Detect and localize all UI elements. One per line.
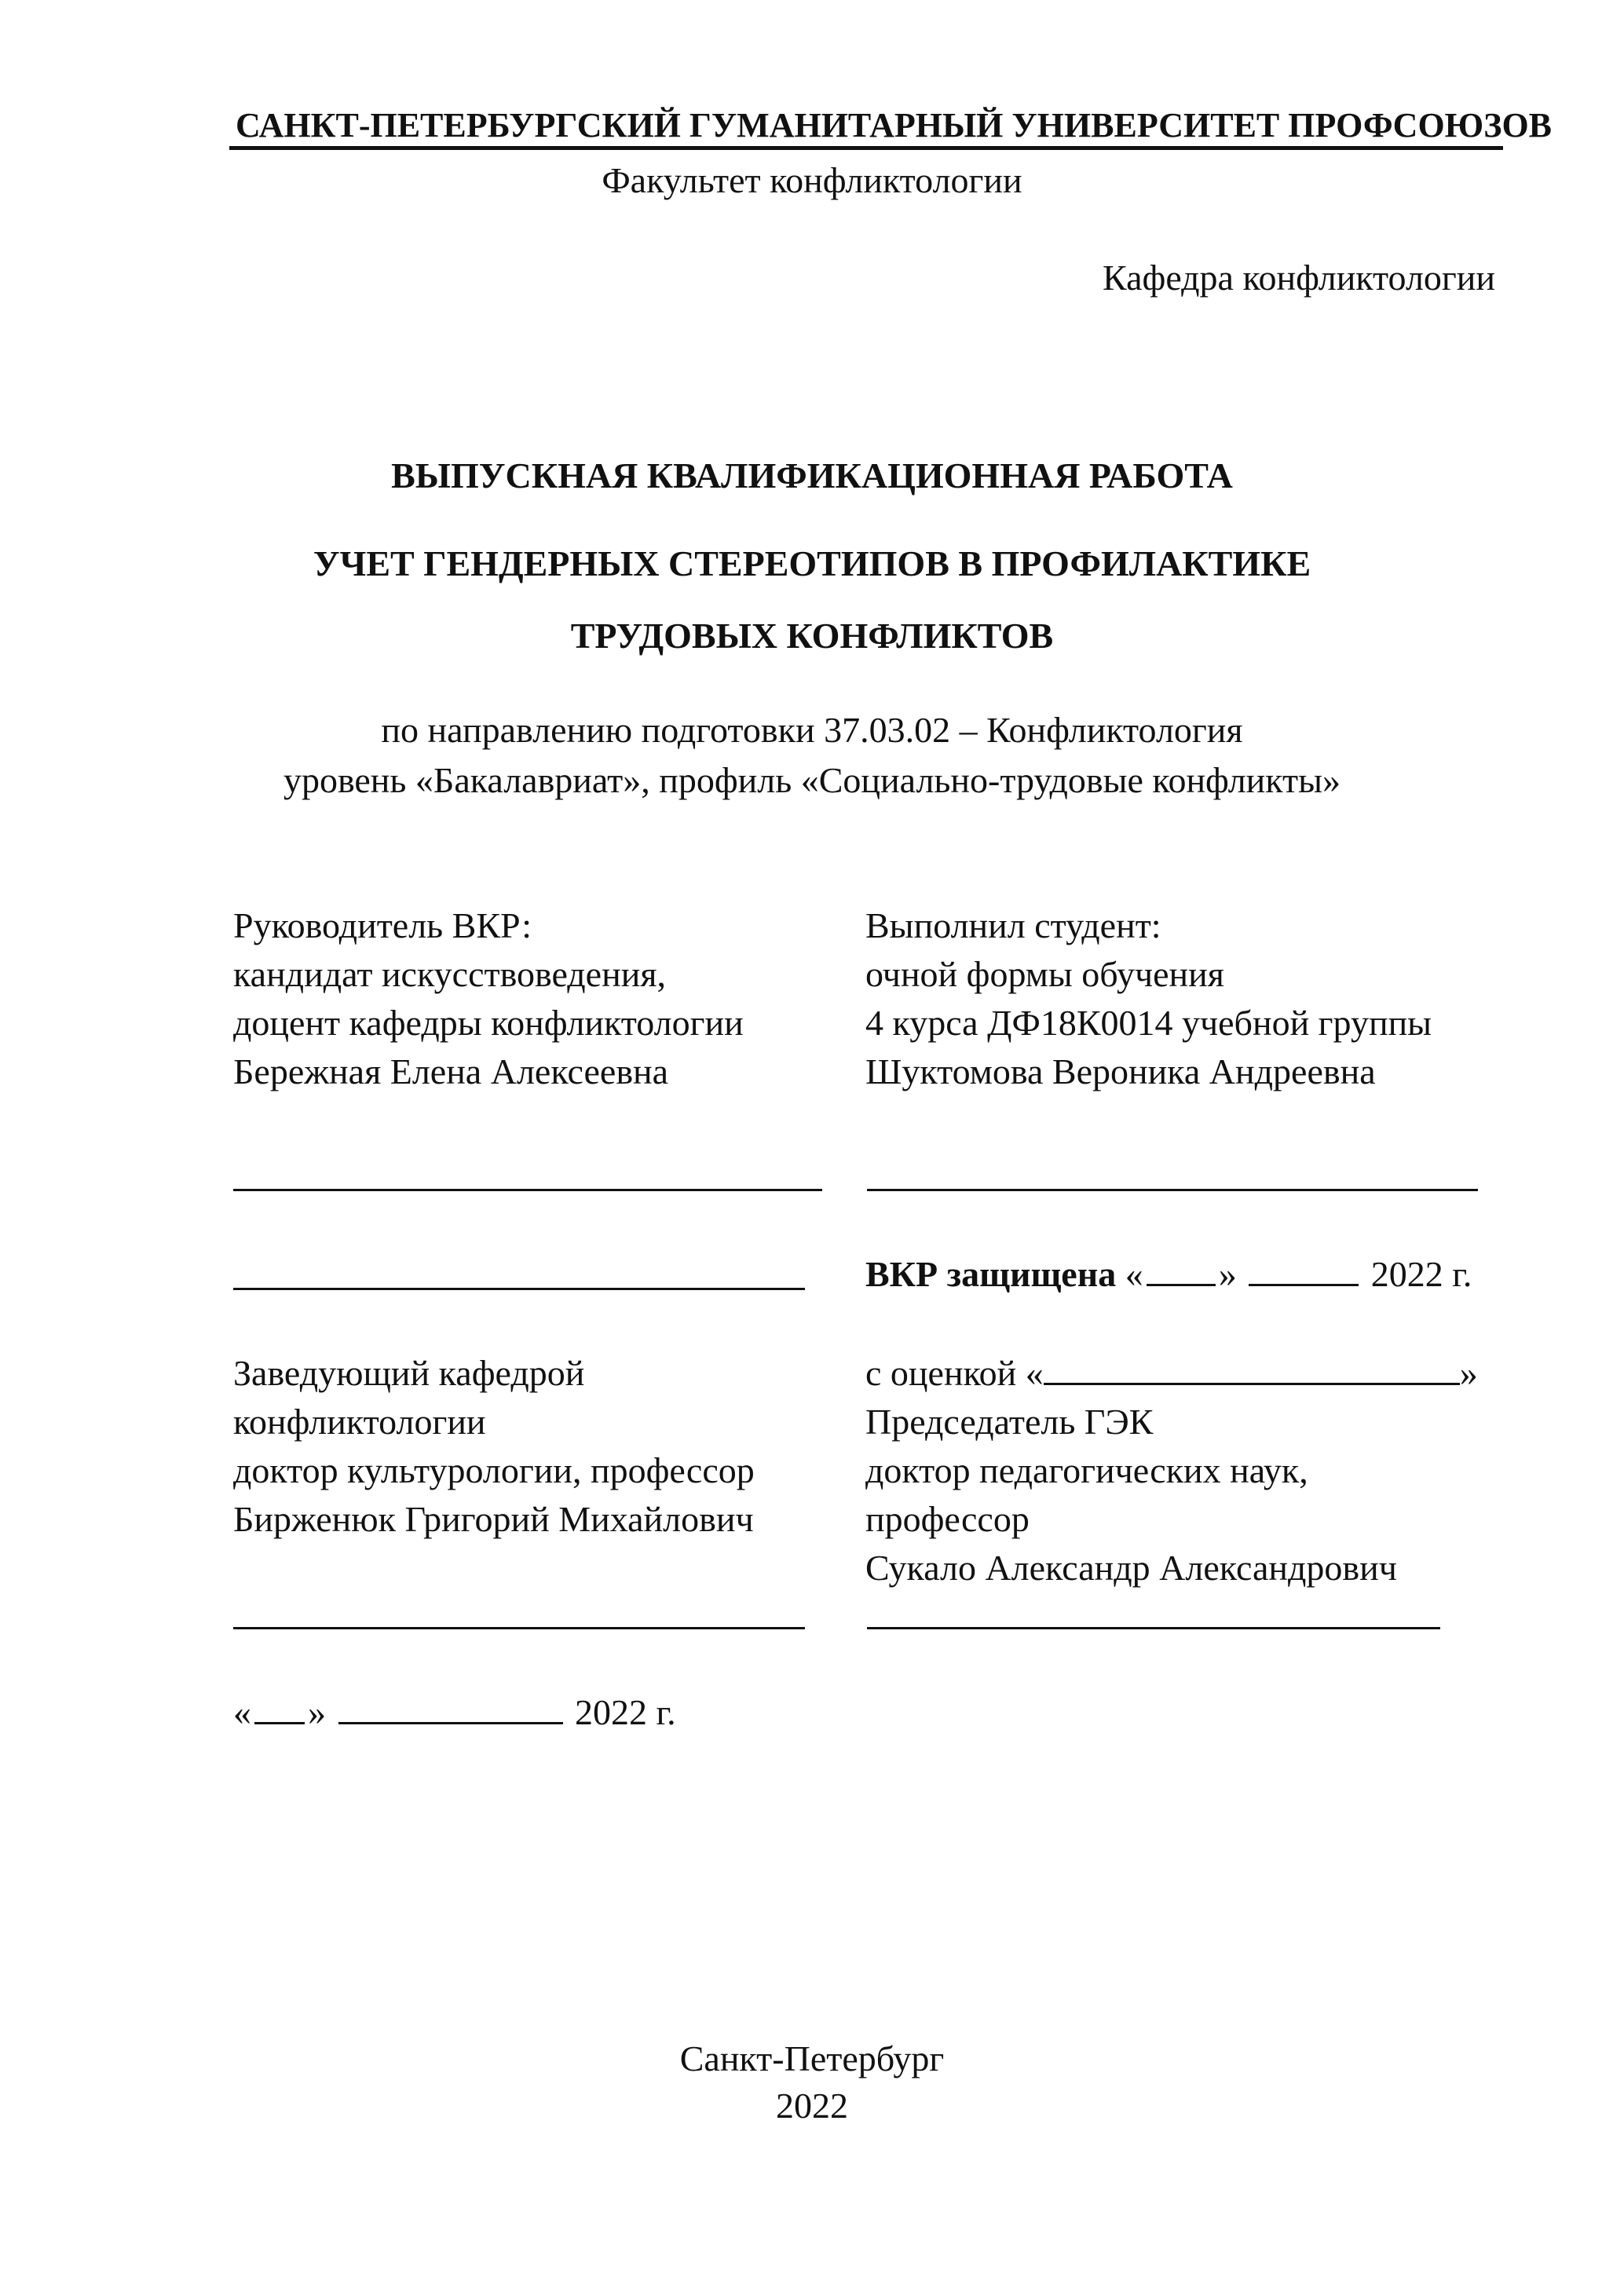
faculty-name: Факультет конфликтологии [602,160,1022,200]
university-underline [229,146,1503,150]
date-year: 2022 г. [575,1692,676,1732]
topic-title-line-2: ТРУДОВЫХ КОНФЛИКТОВ [570,616,1054,656]
head-date-row [233,1688,676,1737]
chairman-title: профессор [865,1499,1030,1539]
defense-day-blank[interactable] [1147,1284,1216,1286]
date-month-blank[interactable] [338,1722,563,1724]
department-name: Кафедра конфликтологии [1103,258,1495,298]
work-type-title: ВЫПУСКНАЯ КВАЛИФИКАЦИОННАЯ РАБОТА [391,455,1233,495]
defense-open-quote: « [1125,1254,1143,1294]
supervisor-label: Руководитель ВКР: [233,905,532,945]
head-degree: доктор культурологии, профессор [233,1450,755,1490]
head-label-department: конфликтологии [233,1402,486,1442]
chairman-block [865,1349,1478,1592]
head-of-department-block [233,1349,755,1544]
defense-year: 2022 г. [1370,1254,1472,1294]
head-signature-line[interactable] [233,1627,805,1629]
date-day-blank[interactable] [254,1722,305,1724]
supervisor-position: доцент кафедры конфликтологии [233,1003,744,1043]
student-block [865,901,1432,1096]
study-level-profile: уровень «Бакалавриат», профиль «Социально-трудовые конфликты» [283,760,1341,800]
defense-close-quote: » [1218,1254,1237,1294]
supervisor-date-line[interactable] [233,1288,805,1290]
supervisor-signature-line[interactable] [233,1189,822,1191]
grade-label: с оценкой « [865,1353,1044,1393]
student-label: Выполнил студент: [865,905,1161,945]
supervisor-degree: кандидат искусствоведения, [233,954,666,994]
student-signature-line[interactable] [867,1189,1478,1191]
chairman-signature-line[interactable] [867,1627,1440,1629]
footer-city: Санкт-Петербург [679,2038,945,2078]
head-label: Заведующий кафедрой [233,1353,585,1393]
student-group: 4 курса ДФ18К0014 учебной группы [865,1003,1432,1043]
chairman-degree: доктор педагогических наук, [865,1450,1308,1490]
topic-title-line-1: УЧЕТ ГЕНДЕРНЫХ СТЕРЕОТИПОВ В ПРОФИЛАКТИКЕ [313,543,1311,583]
grade-close-quote: » [1459,1353,1478,1393]
student-study-form: очной формы обучения [865,954,1224,994]
date-open-quote: « [233,1692,251,1732]
defense-label: ВКР защищена [865,1254,1117,1294]
supervisor-name: Бережная Елена Алексеевна [233,1051,669,1091]
grade-row [865,1349,1478,1398]
footer-year: 2022 [776,2086,848,2126]
grade-blank[interactable] [1044,1383,1460,1385]
defense-date-row [865,1250,1472,1299]
university-name: САНКТ-ПЕТЕРБУРГСКИЙ ГУМАНИТАРНЫЙ УНИВЕРСИТЕТ ПРОФСОЮЗОВ [236,106,1553,144]
student-name: Шуктомова Вероника Андреевна [865,1051,1376,1091]
study-direction: по направлению подготовки 37.03.02 – Конфликтология [381,710,1243,750]
head-name: Бирженюк Григорий Михайлович [233,1499,754,1539]
supervisor-block [233,901,744,1096]
defense-month-blank[interactable] [1249,1284,1359,1286]
date-close-quote: » [308,1692,326,1732]
chairman-name: Сукало Александр Александрович [865,1548,1397,1588]
chairman-label: Председатель ГЭК [865,1402,1154,1442]
